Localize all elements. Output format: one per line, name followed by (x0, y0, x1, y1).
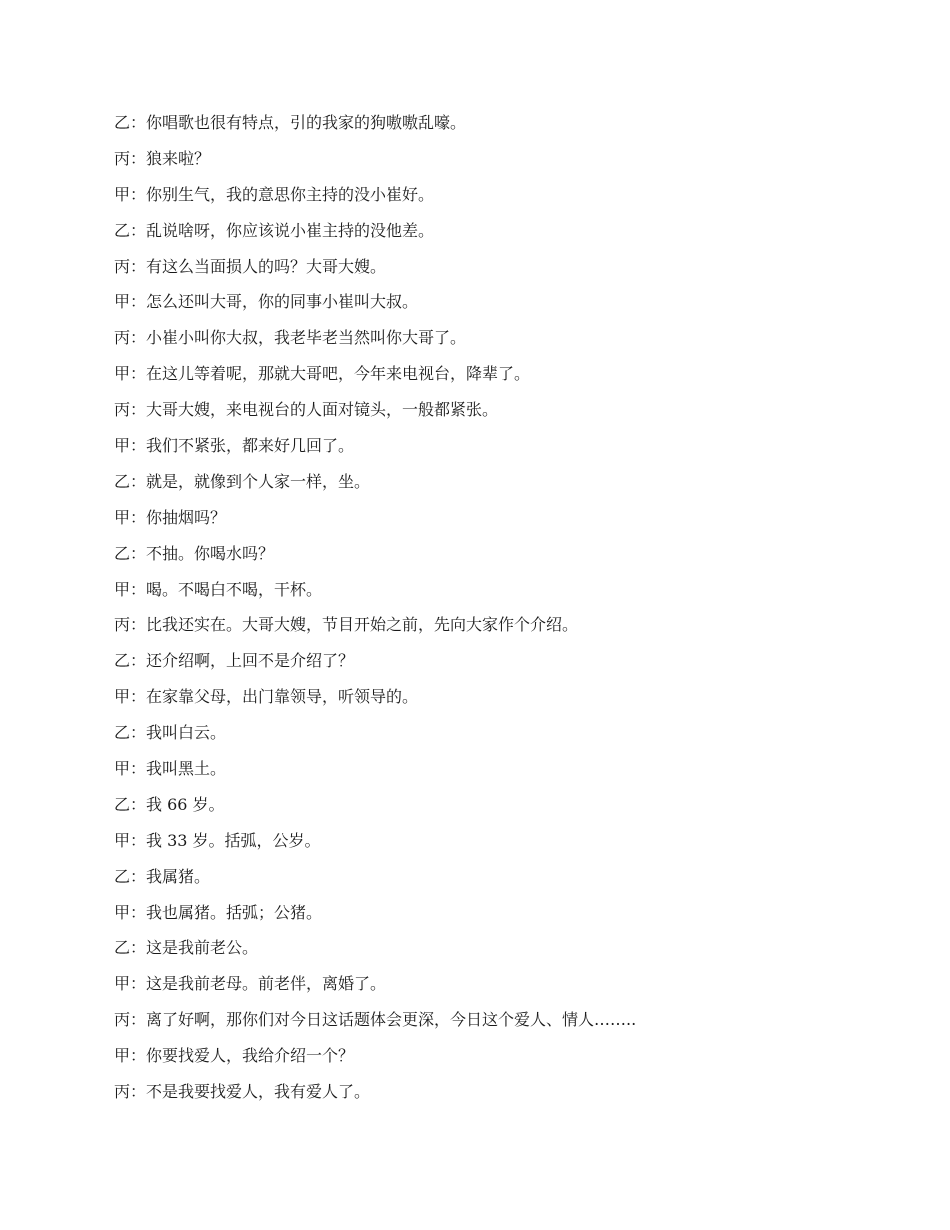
dialogue-line: 甲：我们不紧张，都来好几回了。 (114, 436, 355, 456)
dialogue-script (114, 111, 874, 1116)
dialogue-line: 甲：在这儿等着呢，那就大哥吧，今年来电视台，降辈了。 (114, 364, 531, 384)
dialogue-line: 甲：你别生气，我的意思你主持的没小崔好。 (114, 184, 435, 204)
dialogue-line: 乙：不抽。你喝水吗？ (114, 543, 275, 563)
dialogue-line: 丙：有这么当面损人的吗？大哥大嫂。 (114, 256, 387, 276)
dialogue-line: 甲：喝。不喝白不喝，干杯。 (114, 579, 323, 599)
dialogue-line: 甲：我 33 岁。括弧，公岁。 (114, 830, 321, 850)
dialogue-line: 丙：小崔小叫你大叔，我老毕老当然叫你大哥了。 (114, 328, 467, 348)
dialogue-line: 甲：我叫黑土。 (114, 759, 227, 779)
dialogue-line: 甲：我也属猪。括弧；公猪。 (114, 902, 323, 922)
dialogue-line: 丙：大哥大嫂，来电视台的人面对镜头，一般都紧张。 (114, 400, 499, 420)
dialogue-line: 乙：我叫白云。 (114, 723, 227, 743)
dialogue-line: 乙：我属猪。 (114, 866, 211, 886)
dialogue-line: 乙：这是我前老公。 (114, 938, 259, 958)
dialogue-line: 乙：我 66 岁。 (114, 794, 225, 814)
dialogue-line: 甲：你抽烟吗？ (114, 507, 227, 527)
dialogue-line: 乙：就是，就像到个人家一样，坐。 (114, 471, 371, 491)
dialogue-line: 甲：这是我前老母。前老伴，离婚了。 (114, 974, 387, 994)
dialogue-line: 乙：你唱歌也很有特点，引的我家的狗嗷嗷乱嚎。 (114, 113, 467, 132)
dialogue-line: 甲：在家靠父母，出门靠领导，听领导的。 (114, 687, 419, 707)
dialogue-line: 乙：还介绍啊，上回不是介绍了？ (114, 651, 355, 671)
dialogue-line: 甲：怎么还叫大哥，你的同事小崔叫大叔。 (114, 292, 419, 312)
dialogue-line: 丙：离了好啊，那你们对今日这话题体会更深，今日这个爱人、情人…….. (114, 1010, 637, 1030)
dialogue-line: 甲：你要找爱人，我给介绍一个？ (114, 1046, 355, 1066)
dialogue-line: 丙：不是我要找爱人，我有爱人了。 (114, 1082, 371, 1102)
dialogue-line: 乙：乱说啥呀，你应该说小崔主持的没他差。 (114, 220, 435, 240)
dialogue-line: 丙：比我还实在。大哥大嫂，节目开始之前，先向大家作个介绍。 (114, 615, 579, 635)
dialogue-line: 丙：狼来啦？ (114, 148, 211, 168)
